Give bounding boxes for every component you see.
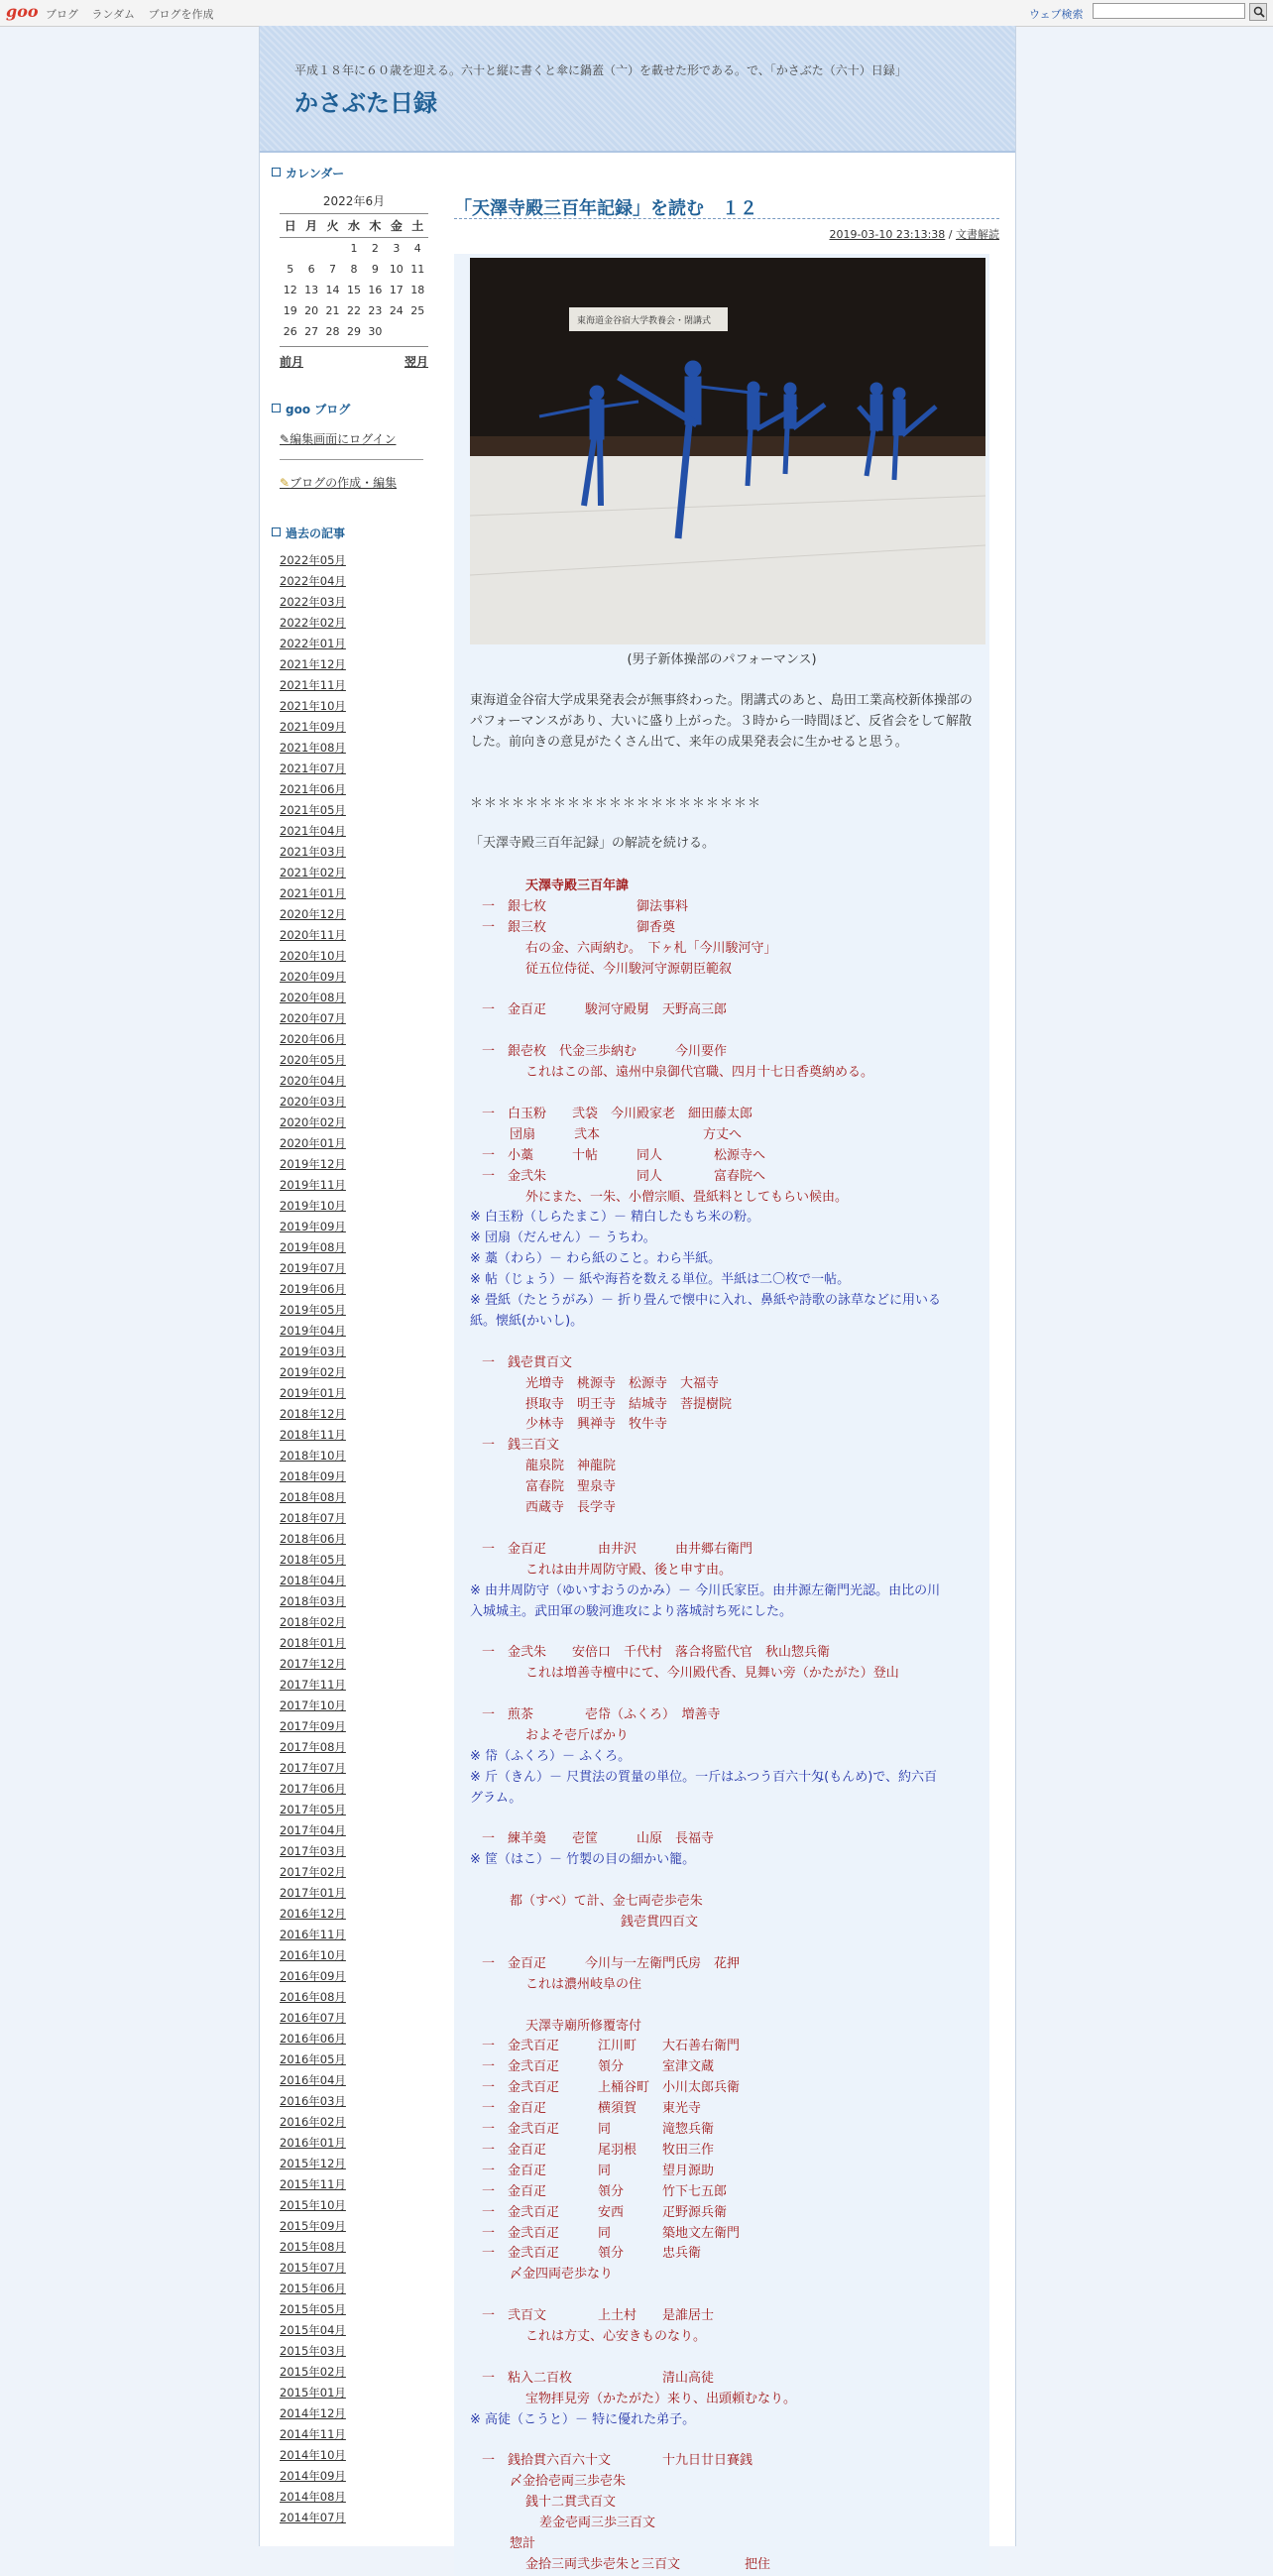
note-line: 入城城主。武田軍の駿河進攻により落城討ち死にした。 <box>470 1603 793 1619</box>
calendar-day: 19 <box>283 304 297 317</box>
post-meta: 2019-03-10 23:13:38 / 文書解読 <box>829 228 999 241</box>
calendar-day: 6 <box>307 263 315 276</box>
text-line: 一 金百疋 同 望月源助 <box>482 2163 715 2178</box>
archive-link[interactable]: 2014年08月 <box>280 2490 346 2504</box>
text-line: 摂取寺 明王寺 結城寺 菩提樹院 <box>525 1396 733 1412</box>
archive-link[interactable]: 2015年09月 <box>280 2219 346 2233</box>
text-line: 一 銀七枚 御法事料 <box>482 898 689 914</box>
archive-link[interactable]: 2017年06月 <box>280 1782 346 1796</box>
calendar-day: 21 <box>325 304 340 317</box>
calendar-day: 27 <box>304 325 319 338</box>
post-date-link[interactable]: 2019-03-10 23:13:38 <box>829 228 946 241</box>
text-line: 都（すべ）て計、金七両壱歩壱朱 <box>510 1894 703 1910</box>
goo-blog-heading: goo ブログ <box>270 401 428 418</box>
text-line: 龍泉院 神龍院 <box>525 1459 617 1474</box>
text-line: 宝物拝見旁（かたがた）来り、出頭頼むなり。 <box>525 2391 797 2406</box>
calendar-day: 14 <box>325 284 340 296</box>
archive-link[interactable]: 2016年11月 <box>280 1928 346 1941</box>
weekday-label: 火 <box>322 214 343 238</box>
calendar-table <box>280 213 428 342</box>
archive-link[interactable]: 2019年03月 <box>280 1345 346 1358</box>
blog-title[interactable]: かさぶた日録 <box>294 89 437 117</box>
blog-tagline: 平成１８年に６０歳を迎える。六十と縦に書くと傘に鍋蓋（亠）を載せた形である。で、「かさぶた（六十）日録」 <box>294 63 907 77</box>
text-line: 惣計 <box>510 2536 536 2551</box>
calendar-heading: カレンダー <box>270 165 428 182</box>
calendar-day: 13 <box>304 284 319 296</box>
lead-paragraph: 「天澤寺殿三百年記録」の解読を続ける。 <box>470 836 716 851</box>
archive-link[interactable]: 2022年02月 <box>280 616 346 630</box>
prev-month-link[interactable]: 前月 <box>280 355 304 369</box>
archive-link[interactable]: 2014年11月 <box>280 2427 346 2441</box>
note-line: ※ 帖（じょう）－ 紙や海苔を数える単位。半紙は二〇枚で一帖。 <box>470 1272 851 1288</box>
text-line: 一 金百疋 由井沢 由井郷右衛門 <box>482 1541 753 1557</box>
archive-link[interactable]: 2021年11月 <box>280 678 346 692</box>
text-line: 一 金百疋 今川与一左衛門氏房 花押 <box>482 1955 741 1971</box>
text-line: 一 金弐百疋 江川町 大石善右衛門 <box>482 2039 741 2054</box>
weekday-label: 日 <box>280 214 300 238</box>
square-icon <box>272 527 281 536</box>
note-line: ※ 斤（きん）－ 尺貫法の質量の単位。一斤はふつう百六十匁(もんめ)で、約六百 <box>470 1769 938 1785</box>
text-line: 一 金百疋 領分 竹下七五郎 <box>482 2183 728 2199</box>
calendar-day: 20 <box>304 304 319 317</box>
calendar-day: 25 <box>410 304 425 317</box>
archive-link[interactable]: 2015年02月 <box>280 2365 346 2379</box>
note-line: ※ 帒（ふくろ）－ ふくろ。 <box>470 1748 632 1764</box>
archive-link[interactable]: 2019年10月 <box>280 1199 346 1213</box>
archive-link[interactable]: 2019年09月 <box>280 1220 346 1233</box>
text-line: およそ壱斤ばかり <box>525 1727 630 1743</box>
weekday-label: 月 <box>300 214 321 238</box>
archive-link[interactable]: 2017年01月 <box>280 1886 346 1900</box>
archive-link[interactable]: 2014年12月 <box>280 2406 346 2420</box>
archive-link[interactable]: 2015年10月 <box>280 2198 346 2212</box>
archive-link[interactable]: 2020年02月 <box>280 1115 346 1129</box>
archive-link[interactable]: 2019年08月 <box>280 1240 346 1254</box>
text-line: 右の金、六両納む。 下ヶ札「今川駿河守」 <box>525 940 777 956</box>
archive-link[interactable]: 2019年01月 <box>280 1386 346 1400</box>
calendar-day <box>300 238 321 260</box>
text-line: 一 金弐百疋 同 滝惣兵衛 <box>482 2122 715 2137</box>
post-photo <box>470 258 985 644</box>
calendar-day: 15 <box>346 284 361 296</box>
archive-link[interactable]: 2018年01月 <box>280 1636 346 1650</box>
text-line: 天澤寺殿三百年諱 <box>525 878 630 893</box>
text-line: これはこの部、遠州中泉御代官職、四月十七日香奠納める。 <box>525 1065 874 1081</box>
archive-link[interactable]: 2017年04月 <box>280 1823 346 1837</box>
archive-link[interactable]: 2017年05月 <box>280 1803 346 1816</box>
text-line: 一 銭拾貫六百六十文 十九日廿日賽銭 <box>482 2453 753 2469</box>
calendar-nav <box>280 346 428 369</box>
text-line: 外にまた、一朱、小僧宗順、畳紙料としてもらい候由。 <box>525 1189 849 1205</box>
archive-link[interactable]: 2015年12月 <box>280 2157 346 2170</box>
archive-link[interactable]: 2021年06月 <box>280 782 346 796</box>
text-line: 西蔵寺 長学寺 <box>525 1500 617 1515</box>
calendar-day: 2 <box>371 242 379 255</box>
archive-link[interactable]: 2014年10月 <box>280 2448 346 2462</box>
archive-link[interactable]: 2018年04月 <box>280 1574 346 1587</box>
login-link[interactable]: ✎編集画面にログイン <box>280 432 397 446</box>
archive-link[interactable]: 2020年05月 <box>280 1053 346 1067</box>
archive-link[interactable]: 2020年12月 <box>280 907 346 921</box>
intro-paragraph: 東海道金谷宿大学成果発表会が無事終わった。閉講式のあと、島田工業高校新体操部のパフォーマンスがあり、大いに盛り上がった。３時から一時間ほど、反省会をして解散した。前向きの意見がたくさん出て、来年の成果発表会に生かせると思う。 <box>470 693 973 750</box>
blog-header <box>260 26 1015 153</box>
calendar-day <box>280 238 300 260</box>
archive-link[interactable]: 2016年06月 <box>280 2032 346 2046</box>
text-line: 少林寺 興禅寺 牧牛寺 <box>525 1417 668 1433</box>
archive-link[interactable]: 2018年11月 <box>280 1428 346 1442</box>
text-line: 差金壱両三歩三百文 <box>539 2516 656 2531</box>
text-line: 一 金百疋 駿河守殿舅 天野高三郎 <box>482 1002 728 1018</box>
archive-link[interactable]: 2021年03月 <box>280 845 346 859</box>
archive-link[interactable]: 2022年04月 <box>280 574 346 588</box>
text-line: 一 金弐朱 安倍口 千代村 落合将監代官 秋山惣兵衛 <box>482 1645 831 1661</box>
note-line: ※ 白玉粉（しらたまこ）－ 精白したもち米の粉。 <box>470 1210 760 1226</box>
archive-link[interactable]: 2016年01月 <box>280 2136 346 2150</box>
archive-link[interactable]: 2014年09月 <box>280 2469 346 2483</box>
calendar-day: 1 <box>350 242 358 255</box>
archive-link[interactable]: 2017年10月 <box>280 1698 346 1712</box>
archive-link[interactable]: 2019年07月 <box>280 1261 346 1275</box>
archive-link[interactable]: 2017年09月 <box>280 1719 346 1733</box>
calendar-day: 26 <box>283 325 297 338</box>
text-line: 一 金弐百疋 安西 疋野源兵衛 <box>482 2204 728 2220</box>
text-line: これは方丈、心安きものなり。 <box>525 2329 707 2344</box>
calendar-day <box>386 321 406 342</box>
archive-link[interactable]: 2016年08月 <box>280 1990 346 2004</box>
archive-link[interactable]: 2021年07月 <box>280 761 346 775</box>
page <box>259 26 1016 2572</box>
archive-link[interactable]: 2017年11月 <box>280 1678 346 1692</box>
archive-link[interactable]: 2021年05月 <box>280 803 346 817</box>
calendar-day: 4 <box>413 242 421 255</box>
web-search-label[interactable]: ウェブ検索 <box>1029 8 1084 21</box>
pencil-icon: ✎ <box>280 432 290 446</box>
archive-link[interactable]: 2022年01月 <box>280 637 346 650</box>
archive-link[interactable]: 2017年07月 <box>280 1761 346 1775</box>
archive-link[interactable]: 2018年10月 <box>280 1449 346 1463</box>
post-title[interactable]: 「天澤寺殿三百年記録」を読む １２ <box>454 194 999 219</box>
archive-link[interactable]: 2020年01月 <box>280 1136 346 1150</box>
calendar-day: 3 <box>393 242 401 255</box>
text-line: 一 金弐百疋 領分 室津文蔵 <box>482 2059 715 2075</box>
text-line: 金拾三両弐歩壱朱と三百文 把住 <box>525 2556 771 2572</box>
archive-link[interactable]: 2020年09月 <box>280 970 346 984</box>
text-line: 一 白玉粉 弐袋 今川殿家老 細田藤太郎 <box>482 1106 753 1121</box>
text-line: これは由井周防守殿、後と申す由。 <box>525 1562 733 1578</box>
search-icon <box>1253 6 1265 18</box>
web-search-input[interactable] <box>1093 3 1245 19</box>
archive-link[interactable]: 2019年05月 <box>280 1303 346 1317</box>
archive-link[interactable]: 2016年03月 <box>280 2094 346 2108</box>
text-line: 一 煎茶 壱帒（ふくろ） 増善寺 <box>482 1707 721 1722</box>
create-blog-link[interactable]: ✎ブログの作成・編集 <box>280 476 398 490</box>
text-line: 一 銭三百文 <box>482 1438 560 1454</box>
calendar <box>280 192 428 369</box>
archive-link[interactable]: 2020年11月 <box>280 928 346 942</box>
archive-link[interactable]: 2015年08月 <box>280 2240 346 2254</box>
separator-stars: ＊＊＊＊＊＊＊＊＊＊＊＊＊＊＊＊＊＊＊＊＊ <box>470 796 762 811</box>
archive-link[interactable]: 2019年12月 <box>280 1157 346 1171</box>
archive-link[interactable]: 2019年04月 <box>280 1324 346 1338</box>
archive-link[interactable]: 2016年04月 <box>280 2073 346 2087</box>
square-icon <box>272 404 281 412</box>
photo-caption: (男子新体操部のパフォーマンス) <box>627 652 817 667</box>
archive-link[interactable]: 2018年03月 <box>280 1594 346 1608</box>
calendar-day: 5 <box>287 263 294 276</box>
archive-link[interactable]: 2019年11月 <box>280 1178 346 1192</box>
archive-link[interactable]: 2021年10月 <box>280 699 346 713</box>
text-line: 一 粘入二百枚 清山高徒 <box>482 2370 715 2386</box>
text-line: 一 金百疋 尾羽根 牧田三作 <box>482 2142 715 2158</box>
weekday-label: 土 <box>407 214 428 238</box>
archive-link[interactable]: 2018年02月 <box>280 1615 346 1629</box>
note-line: ※ 由井周防守（ゆいすおうのかみ）－ 今川氏家臣。由井源左衛門光認。由比の川 <box>470 1582 941 1598</box>
archive-link[interactable]: 2016年12月 <box>280 1907 346 1921</box>
calendar-day: 9 <box>371 263 379 276</box>
archive-link[interactable]: 2017年12月 <box>280 1657 346 1671</box>
archive-link[interactable]: 2019年02月 <box>280 1365 346 1379</box>
archive-link[interactable]: 2021年08月 <box>280 741 346 755</box>
archive-link[interactable]: 2020年04月 <box>280 1074 346 1088</box>
calendar-day: 16 <box>368 284 383 296</box>
top-links <box>46 6 224 22</box>
goo-logo[interactable]: goo <box>6 2 39 21</box>
archive-link[interactable]: 2021年02月 <box>280 866 346 879</box>
calendar-day: 24 <box>389 304 404 317</box>
square-icon <box>272 168 281 176</box>
text-line: 一 弐百文 上土村 是誰居士 <box>482 2308 715 2324</box>
calendar-day: 23 <box>368 304 383 317</box>
calendar-day: 29 <box>346 325 361 338</box>
archive-link[interactable]: 2017年02月 <box>280 1865 346 1879</box>
archive-link[interactable]: 2017年08月 <box>280 1740 346 1754</box>
post-body <box>454 254 989 2576</box>
text-line: 富春院 聖泉寺 <box>525 1479 617 1495</box>
calendar-day: 11 <box>410 263 425 276</box>
banner-text: 東海道金谷宿大学教養会・閉講式 <box>577 316 712 326</box>
top-link-blog[interactable]: ブログ <box>46 8 78 21</box>
archive-link[interactable]: 2015年03月 <box>280 2344 346 2358</box>
archive-link[interactable]: 2022年05月 <box>280 553 346 567</box>
archive-link[interactable]: 2016年02月 <box>280 2115 346 2129</box>
calendar-day: 10 <box>389 263 404 276</box>
archive-link[interactable]: 2016年10月 <box>280 1948 346 1962</box>
post-category-link[interactable]: 文書解読 <box>956 228 999 241</box>
archive-link[interactable]: 2018年07月 <box>280 1511 346 1525</box>
calendar-day: 28 <box>325 325 340 338</box>
calendar-day: 8 <box>350 263 358 276</box>
text-line: 一 金弐朱 同人 富春院へ <box>482 1168 766 1184</box>
text-line: 銭十二貫弐百文 <box>525 2495 617 2511</box>
calendar-month: 2022年6月 <box>322 194 386 208</box>
archive-link[interactable]: 2020年03月 <box>280 1095 346 1109</box>
pencil-icon: ✎ <box>280 476 290 490</box>
sidebar <box>270 165 428 2530</box>
archive-link[interactable]: 2015年11月 <box>280 2177 346 2191</box>
archive-link[interactable]: 2020年08月 <box>280 991 346 1004</box>
gymnastics-photo <box>470 258 985 644</box>
archive-link[interactable]: 2015年01月 <box>280 2386 346 2400</box>
weekday-label: 木 <box>365 214 386 238</box>
top-link-create[interactable]: ブログを作成 <box>148 8 214 21</box>
text-line: 一 金弐百疋 同 築地文左衛門 <box>482 2225 741 2241</box>
top-link-random[interactable]: ランダム <box>91 8 136 21</box>
text-line: 天澤寺廟所修覆寄付 <box>525 2018 642 2034</box>
archive-link[interactable]: 2021年04月 <box>280 824 346 838</box>
note-line: ※ 団扇（だんせん）－ うちわ。 <box>470 1230 656 1246</box>
note-line: ※ 筐（はこ）－ 竹製の目の細かい籠。 <box>470 1852 696 1868</box>
archive-link[interactable]: 2018年05月 <box>280 1553 346 1567</box>
text-line: 銭壱貫四百文 <box>621 1915 699 1930</box>
note-line: ※ 高徒（こうと）－ 特に優れた弟子。 <box>470 2411 696 2427</box>
archive-link[interactable]: 2018年12月 <box>280 1407 346 1421</box>
text-line: 〆金四両壱歩なり <box>510 2267 614 2283</box>
archive-list <box>280 552 428 2530</box>
calendar-day: 22 <box>346 304 361 317</box>
text-line: 一 銀三枚 御香奠 <box>482 919 676 935</box>
text-line: 団扇 弐本 方丈へ <box>510 1126 743 1142</box>
archive-link[interactable]: 2021年12月 <box>280 657 346 671</box>
archive-link[interactable]: 2017年03月 <box>280 1844 346 1858</box>
text-line: 〆金拾壱両三歩壱朱 <box>510 2474 627 2490</box>
weekday-label: 水 <box>343 214 364 238</box>
archive-link[interactable]: 2018年06月 <box>280 1532 346 1546</box>
archive-link[interactable]: 2016年09月 <box>280 1969 346 1983</box>
text-line: 一 金弐百疋 領分 忠兵衛 <box>482 2246 702 2262</box>
archive-link[interactable]: 2022年03月 <box>280 595 346 609</box>
text-line: 一 小藁 十帖 同人 松源寺へ <box>482 1147 766 1163</box>
archive-link[interactable]: 2018年09月 <box>280 1469 346 1483</box>
weekday-label: 金 <box>386 214 406 238</box>
archive-link[interactable]: 2018年08月 <box>280 1490 346 1504</box>
archive-link[interactable]: 2015年05月 <box>280 2302 346 2316</box>
text-line: 一 銀壱枚 代金三歩納む 今川要作 <box>482 1044 728 1060</box>
text-line: 一 金百疋 横須賀 東光寺 <box>482 2101 702 2117</box>
text-line: 一 金弐百疋 上桶谷町 小川太郎兵衛 <box>482 2080 741 2096</box>
archive-link[interactable]: 2015年07月 <box>280 2261 346 2275</box>
calendar-day: 18 <box>410 284 425 296</box>
calendar-day: 17 <box>389 284 404 296</box>
goo-top-bar <box>0 0 1273 27</box>
note-line: 紙。懐紙(かいし)。 <box>470 1313 584 1329</box>
calendar-day: 12 <box>283 284 297 296</box>
archive-link[interactable]: 2020年07月 <box>280 1011 346 1025</box>
text-line: 一 練羊羮 壱筐 山原 長福寺 <box>482 1831 715 1847</box>
text-line: これは濃州岐阜の住 <box>525 1976 642 1992</box>
text-line: 光増寺 桃源寺 松源寺 大福寺 <box>525 1375 720 1391</box>
calendar-day: 7 <box>329 263 337 276</box>
note-line: グラム。 <box>470 1790 522 1806</box>
archive-link[interactable]: 2020年10月 <box>280 949 346 963</box>
note-line: ※ 畳紙（たとうがみ）－ 折り畳んで懐中に入れ、鼻紙や詩歌の詠草などに用いる <box>470 1293 941 1308</box>
calendar-day <box>407 321 428 342</box>
archive-link[interactable]: 2014年07月 <box>280 2511 346 2524</box>
text-line: 一 銭壱貫百文 <box>482 1354 573 1370</box>
divider <box>280 459 423 460</box>
archive-link[interactable]: 2015年04月 <box>280 2323 346 2337</box>
note-line: ※ 藁（わら）－ わら紙のこと。わら半紙。 <box>470 1251 722 1267</box>
archive-link[interactable]: 2015年06月 <box>280 2282 346 2295</box>
archive-link[interactable]: 2020年06月 <box>280 1032 346 1046</box>
search-button[interactable] <box>1249 3 1267 21</box>
archive-heading: 過去の記事 <box>270 525 428 542</box>
next-month-link[interactable]: 翌月 <box>404 355 428 369</box>
calendar-day: 30 <box>368 325 383 338</box>
archive-link[interactable]: 2016年05月 <box>280 2052 346 2066</box>
text-line: 従五位侍従、今川駿河守源朝臣範叙 <box>525 961 733 977</box>
archive-link[interactable]: 2021年01月 <box>280 886 346 900</box>
text-line: これは増善寺檀中にて、今川殿代香、見舞い旁（かたがた）登山 <box>525 1666 899 1682</box>
calendar-day <box>322 238 343 260</box>
archive-link[interactable]: 2016年07月 <box>280 2011 346 2025</box>
archive-link[interactable]: 2021年09月 <box>280 720 346 734</box>
archive-link[interactable]: 2019年06月 <box>280 1282 346 1296</box>
